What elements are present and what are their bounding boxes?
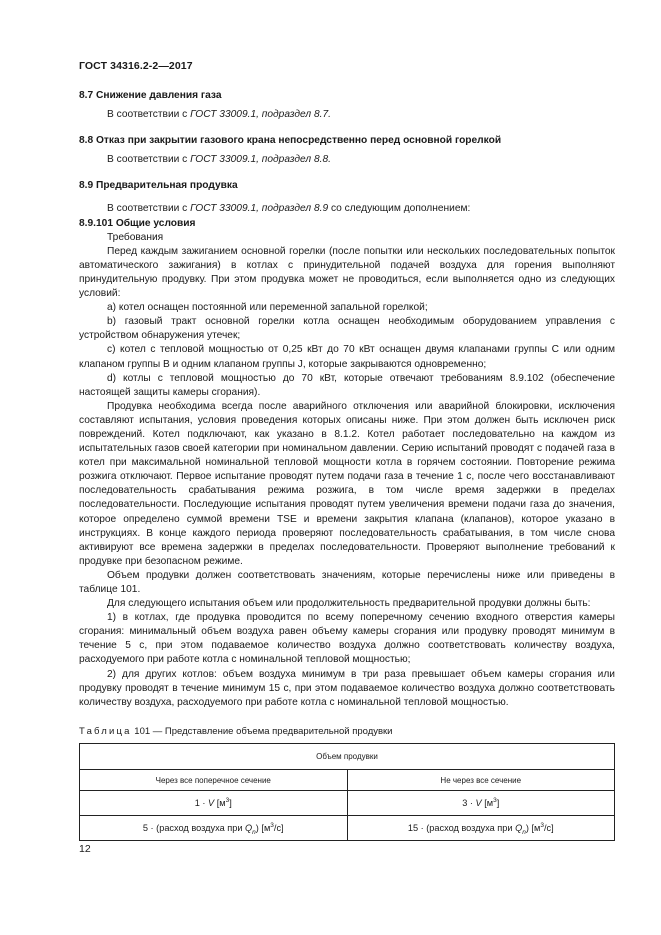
- table-header-main: Объем продувки: [80, 744, 615, 770]
- ref-prefix: В соответствии с: [107, 109, 191, 121]
- cell-unit-close: /с]: [543, 823, 554, 833]
- standard-reference: ГОСТ 33009.1, подраздел 8.7.: [190, 109, 331, 121]
- standard-reference: ГОСТ 33009.1, подраздел 8.8.: [190, 154, 331, 166]
- column-header-full-section: Через все поперечное сечение: [80, 770, 348, 791]
- section-title-8-7: 8.7 Снижение давления газа: [79, 90, 222, 101]
- cell-text: 15 · (расход воздуха при: [407, 823, 516, 833]
- table-cell: [80, 791, 348, 816]
- list-item-d: d) котлы с тепловой мощностью до 70 кВт, которые отвечают требованиям 8.9.102 (обеспечение настоящей защиты камеры сгорания).: [79, 372, 615, 398]
- cell-unit-close: /с]: [273, 823, 284, 833]
- cell-variable: Q: [245, 823, 253, 833]
- table-subheader-row: [80, 770, 615, 791]
- subsection-title-8-9-101: 8.9.101 Общие условия: [79, 217, 196, 229]
- cell-variable: V: [208, 798, 215, 808]
- section-title-8-9: 8.9 Предварительная продувка: [79, 180, 238, 192]
- cell-text: 5 · (расход воздуха при: [142, 823, 246, 833]
- cell-text: 3 ·: [462, 798, 476, 808]
- cell-unit: ) [м: [525, 823, 541, 833]
- cell-unit: ) [м: [255, 823, 271, 833]
- list-item-c: с) котел с тепловой мощностью от 0,25 кВт до 70 кВт оснащен двумя клапанами группы С или одним клапаном группы В и одним клапаном группы J, которые закрываются одновременно;: [79, 344, 615, 370]
- section-title-8-8: 8.8 Отказ при закрытии газового крана непосредственно перед основной горелкой: [79, 135, 502, 147]
- cell-subscript: n: [522, 828, 526, 836]
- paragraph-purge-volume: Объем продувки должен соответствовать значениям, которые перечислены ниже или приведены в таблице 101.: [79, 569, 615, 595]
- cell-text: 1 ·: [194, 798, 209, 808]
- paragraph-purge-testing: Продувка необходима всегда после аварийного отключения или аварийной блокировки, исключения составляют испытания, условия проведения которых описаны ниже. При этом должен быть исключен риск повреждений. Котел подключают, как указано в 8.1.2. Котел работает последовательно на каждом из испытательных газов своей категории при номинальном давлении. Серию испытаний проводят с подачей газа в котел при максимальной номинальной тепловой мощности котла в горячем состоянии. Повторение режима розжига отключают. Первое испытание проводят путем подачи газа в течение 1 с, после чего восстанавливают последовательность срабатывания режима розжига, в том числе время задержки в пределах последовательности. Последующие испытания проводят путем увеличения времени подачи газа до значения, которое определено суммой времени TSE и времени закрытия клапана (клапанов), которое указано в инструкциях. В конце каждого периода проверяют последовательность срабатывания, в том числе снова активируют все времена задержки в пределах последовательности. Проверяют выполнение требований к продувке при безопасном режиме.: [79, 400, 615, 567]
- cell-subscript: n: [252, 828, 256, 836]
- page-number: 12: [79, 843, 91, 855]
- list-item-a: а) котел оснащен постоянной или переменной запальной горелкой;: [107, 302, 428, 314]
- section-8-9-text: [79, 202, 615, 216]
- purge-volume-table: [79, 743, 615, 841]
- column-header-partial-section: Не через все сечение: [347, 770, 615, 791]
- paragraph-next-test: Для следующего испытания объем или продолжительность предварительной продувки должны быть:: [107, 598, 591, 610]
- table-cell: [80, 816, 348, 841]
- table-caption-text: 101 — Представление объема предварительной продувки: [131, 726, 393, 737]
- table-cell: [347, 816, 615, 841]
- cell-exponent: 3: [225, 796, 230, 804]
- list-item-b: b) газовый тракт основной горелки котла оснащен необходимым оборудованием управления с устройством обнаружения утечек;: [79, 316, 615, 342]
- table-row: [80, 791, 615, 816]
- page-content: [79, 89, 615, 710]
- ref-prefix: В соответствии с: [107, 203, 191, 215]
- standard-reference: ГОСТ 33009.1, подраздел 8.9: [190, 203, 329, 215]
- table-caption-label: Таблица: [79, 726, 132, 737]
- cell-exponent: 3: [270, 821, 274, 829]
- cell-unit-close: ]: [229, 798, 232, 808]
- list-item-2: 2) для других котлов: объем воздуха минимум в три раза превышает объем камеры сгорания или продувку проводят в течение минимум 15 с, при этом подаваемое количество воздуха должно соответствовать количеству воздуха, расходуемого при работе котла с номинальной тепловой мощностью.: [79, 668, 615, 708]
- table-cell: [347, 791, 615, 816]
- list-item-1: 1) в котлах, где продувка проводится по всему поперечному сечению входного отверстия камеры сгорания: минимальный объем воздуха равен объему камеры сгорания или продувку проводят минимум в течение 5 с, при этом подаваемое количество воздуха должно соответствовать количеству воздуха, расходуемого при работе котла с номинальной тепловой мощностью;: [79, 612, 615, 666]
- requirements-label: Требования: [107, 231, 164, 243]
- cell-exponent: 3: [493, 796, 497, 804]
- paragraph-purge-conditions: Перед каждым зажиганием основной горелки (после попытки или нескольких последовательных попыток автоматического зажигания) в котлах с принудительной подачей воздуха для горения выполняют принудительную продувку. При этом продувка может не проводиться, если выполняется одно из следующих условий:: [79, 245, 615, 300]
- cell-unit: [м: [214, 798, 226, 808]
- table-caption: [79, 726, 393, 737]
- cell-unit-close: ]: [496, 798, 500, 808]
- cell-unit: [м: [481, 798, 494, 808]
- cell-exponent: 3: [540, 821, 544, 829]
- document-header: ГОСТ 34316.2-2—2017: [79, 60, 193, 72]
- ref-suffix: со следующим дополнением:: [328, 203, 471, 215]
- section-8-8-text: [79, 153, 615, 167]
- table-header-row: [80, 744, 615, 770]
- table-row: [80, 816, 615, 841]
- cell-variable: Q: [515, 823, 523, 833]
- section-8-7-text: [79, 108, 615, 122]
- ref-prefix: В соответствии с: [107, 154, 191, 166]
- cell-variable: V: [475, 798, 482, 808]
